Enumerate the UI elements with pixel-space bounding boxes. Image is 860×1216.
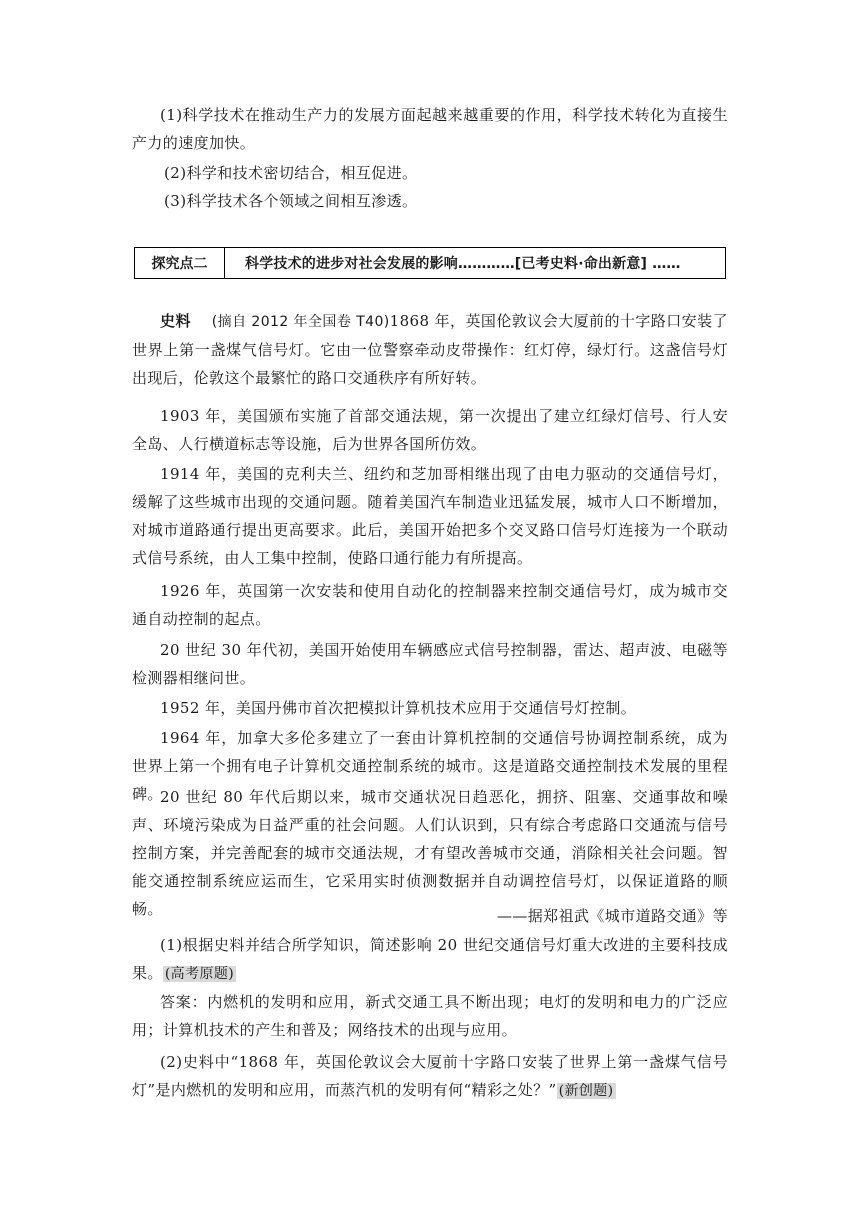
source-attribution: ——据郑祖武《城市道路交通》等 [496, 907, 728, 925]
intro-point-2: (2)科学和技术密切结合，相互促进。 [164, 164, 418, 182]
question-1 [132, 931, 728, 988]
answer-1: 答案：内燃机的发明和应用，新式交通工具不断出现；电灯的发明和电力的广泛应用；计算机技术的产生和普及；网络技术的出现与应用。 [132, 993, 728, 1039]
intro-point-3: (3)科学技术各个领域之间相互渗透。 [164, 192, 418, 210]
question-2-text: (2)史料中“1868 年，英国伦敦议会大厦前十字路口安装了世界上第一盏煤气信号灯”是内燃机的发明和应用，而蒸汽机的发明有何“精彩之处？” [132, 1053, 728, 1099]
section-title: 科学技术的进步对社会发展的影响…………[已考史料·命出新意] …… [245, 256, 681, 272]
source-paragraph-3: 1914 年，美国的克利夫兰、纽约和芝加哥相继出现了由电力驱动的交通信号灯，缓解了这些城市出现的交通问题。随着美国汽车制造业迅猛发展，城市人口不断增加，对城市道路通行提出更高要求。此后，美国开始把多个交叉路口信号灯连接为一个联动式信号系统，由人工集中控制，使路口通行能力有所提高。 [132, 465, 728, 567]
section-header-box [134, 247, 726, 279]
question-1-tag: (高考原题) [164, 966, 235, 982]
intro-point-1: (1)科学技术在推动生产力的发展方面起越来越重要的作用，科学技术转化为直接生产力的速度加快。 [132, 106, 728, 152]
question-2-tag: (新创题) [558, 1083, 614, 1099]
question-2 [132, 1048, 728, 1105]
source-paragraph-1-text: 1868 年，英国伦敦议会大厦前的十字路口安装了世界上第一盏煤气信号灯。它由一位警察牵动皮带操作：红灯停，绿灯行。这盏信号灯出现后，伦敦这个最繁忙的路口交通秩序有所好转。 [132, 312, 728, 387]
source-reference: (摘自 2012 年全国卷 T40) [211, 314, 390, 330]
source-paragraph-6: 1952 年，美国丹佛市首次把模拟计算机技术应用于交通信号灯控制。 [160, 699, 637, 717]
source-label: 史料 [160, 312, 191, 330]
section-label: 探究点二 [135, 248, 225, 278]
source-paragraph-2: 1903 年，美国颁布实施了首部交通法规，第一次提出了建立红绿灯信号、行人安全岛、人行横道标志等设施，后为世界各国所仿效。 [132, 407, 728, 453]
question-1-text: (1)根据史料并结合所学知识，简述影响 20 世纪交通信号灯重大改进的主要科技成果。 [132, 936, 728, 982]
source-paragraph-1 [132, 307, 728, 392]
source-paragraph-7: 1964 年，加拿大多伦多建立了一套由计算机控制的交通信号协调控制系统，成为世界上第一个拥有电子计算机交通控制系统的城市。这是道路交通控制技术发展的里程碑。 [132, 729, 728, 803]
source-paragraph-5: 20 世纪 30 年代初，美国开始使用车辆感应式信号控制器，雷达、超声波、电磁等检测器相继问世。 [132, 641, 728, 687]
source-paragraph-4: 1926 年，英国第一次安装和使用自动化的控制器来控制交通信号灯，成为城市交通自动控制的起点。 [132, 582, 728, 628]
source-paragraph-8: 20 世纪 80 年代后期以来，城市交通状况日趋恶化，拥挤、阻塞、交通事故和噪声、环境污染成为日益严重的社会问题。人们认识到，只有综合考虑路口交通流与信号控制方案，并完善配套的城市交通法规，才有望改善城市交通，消除相关社会问题。智能交通控制系统应运而生，它采用实时侦测数据并自动调控信号灯，以保证道路的顺畅。 [132, 788, 728, 918]
